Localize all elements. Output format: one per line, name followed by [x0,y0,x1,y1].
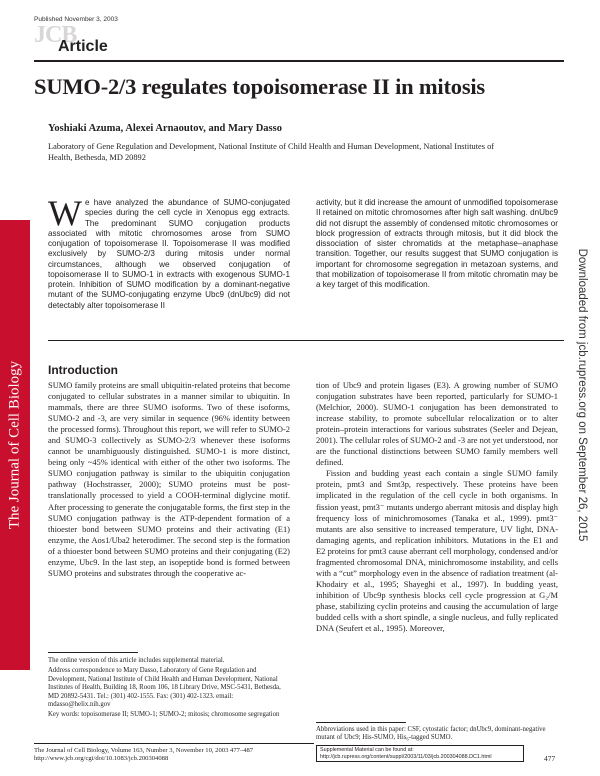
footnote-abbreviations: Abbreviations used in this paper: CSF, cytostatic factor; dnUbc9, dominant-negative mutant of Ubc9; His-SUMO, His₆-tagged SUMO. [316,726,546,742]
intro-paragraph-2: Fission and budding yeast each contain a single SUMO family protein, pmt3 and Smt3p, respectively. These proteins have been implicated in the regulation of the cell cycle in both organisms. In fission yeast, pmt3⁻ mutants undergo aberrant mitosis and display high frequency loss of minichromosomes (Tanaka et al., 1999). pmt3⁻ mutants are also sensitive to increased temperature, UV light, DNA-damaging agents, and replication inhibitors. Mutations in the E1 and E2 proteins for pmt3 cause aberrant cell morphology, condensed and/or fragmented chromosomal DNA, minichromosome instability, and cells with a “cut” morphology even in the absence of radiation treatment (al-Khodairy et al., 1995; Shayeghi et al., 1997). In budding yeast, inhibition of Ubc9p synthesis blocks cell cycle progression at G₂/M phase, stabilizing cyclin proteins and causing the accumulation of large budded cells with a short spindle, a single nucleus, and fully replicated DNA (Seufert et al., 1995). Moreover, [316,468,558,634]
journal-logo: JCB [34,22,77,48]
footer-citation: The Journal of Cell Biology, Volume 163, Number 3, November 10, 2003 477–487 [34,747,254,754]
footnotes-left [48,657,290,722]
footnote-online: The online version of this article includes supplemental material. [48,657,225,664]
page-footer [34,747,253,763]
author-list: Yoshiaki Azuma, Alexei Arnaoutov, and Mary Dasso [48,123,282,134]
download-watermark: Downloaded from jcb.rupress.org on September 26, 2015 [576,248,588,542]
supplemental-link[interactable]: http://jcb.rupress.org/content/suppl/2003/11/03/jcb.200304088.DC1.html [320,753,492,760]
supplemental-label: Supplemental Material can be found at: [320,747,414,753]
footnote-rule-right [316,722,406,723]
affiliation: Laboratory of Gene Regulation and Development, National Institute of Child Health and Human Development, National Institutes of Health, Bethesda, MD 20892 [48,142,495,162]
footnote-keywords: Key words: topoisomerase II; SUMO-1; SUMO-2; mitosis; chromosome segregation [48,711,280,719]
published-date: Published November 3, 2003 [34,16,118,23]
footer-rule [34,743,314,744]
supplemental-material-box[interactable] [316,745,524,762]
abstract-text-right: activity, but it did increase the amount of unmodified topoisomerase II retained on mitotic chromosomes after high salt washing. dnUbc9 did not disrupt the assembly of condensed mitotic chromosomes or block progression of extracts through mitosis, but it did block the dissociation of sister chromatids at the metaphase–anaphase transition. Together, our results suggest that SUMO conjugation is important for chromosome segregation in metazoan systems, and that mobilization of topoisomerase II from mitotic chromatin may be a key target of this modification. [316,198,558,289]
abstract-rule [48,340,564,341]
abstract-dropcap: W [48,193,82,233]
section-heading-introduction: Introduction [48,363,118,377]
body-left-column [48,380,290,579]
article-title: SUMO-2/3 regulates topoisomerase II in mitosis [34,74,485,99]
abstract-right-column [316,198,558,290]
section-label: Article [58,38,108,55]
intro-paragraph-1-cont: tion of Ubc9 and protein ligases (E3). A growing number of SUMO conjugation substrates have been reported, particularly for SUMO-1 (Melchior, 2000). SUMO-1 conjugation has been demonstrated to increase stability, to promote subcellular relocalization or to alter protein–protein interactions for various substrates (Seeler and Dejean, 2001). The cellular roles of SUMO-2 and -3 are not yet understood, nor are the functional distinctions between SUMO family members well defined. [316,380,558,468]
abstract-text-left: e have analyzed the abundance of SUMO-conjugated species during the cell cycle in Xenopus egg extracts. The predominant SUMO conjugation products associated with mitotic chromosomes arose from SUMO conjugation of topoisomerase II. Topoisomerase II was modified exclusively by SUMO-2/3 during mitosis under normal circumstances, although we observed conjugation of topoisomerase II to SUMO-1 in extracts with exogenous SUMO-1 protein. Inhibition of SUMO modification by a dominant-negative mutant of the SUMO-conjugating enzyme Ubc9 (dnUbc9) did not detectably alter topoisomerase II [48,198,290,310]
footer-doi-link[interactable]: http://www.jcb.org/cgi/doi/10.1083/jcb.200304088 [34,755,169,762]
body-right-column [316,380,558,634]
journal-side-title: The Journal of Cell Biology [6,360,23,530]
page-number: 477 [544,754,556,763]
header-rule [34,60,564,62]
footnote-address: Address correspondence to Mary Dasso, Laboratory of Gene Regulation and Development, National Institute of Child Health and Human Development, National Institutes of Health, Building 18, Room 106, 18 Library Drive, MSC-5431, Bethesda, MD 20892-5431. Tel.: (301) 402-1555. Fax: (301) 402-1323. email: mdasso@helix.nih.gov [48,667,281,709]
abstract-left-column [48,193,290,311]
footnotes-right [316,726,558,745]
intro-paragraph-1: SUMO family proteins are small ubiquitin-related proteins that become conjugated to cellular substrates in a manner similar to ubiquitin. In mammals, there are three SUMO isoforms. Two of these isoforms, SUMO-2 and -3, are very similar in sequence (96% identity between the processed forms). Throughout this report, we will refer to SUMO-2 and SUMO-3 collectively as SUMO-2/3 whenever these isoforms cannot be unambiguously distinguished. SUMO-1 is more distinct, being only ~45% identical with either of the other two isoforms. The SUMO conjugation pathway is similar to the ubiquitin conjugation pathway (Hochstrasser, 2000); SUMO proteins must be post-translationally processed to yield a COOH-terminal diglycine motif. After processing to generate the conjugatable forms, the first step in the SUMO conjugation pathway is the ATP-dependent formation of a thioester bond between SUMO proteins and their activating (E1) enzyme, the Aos1/Uba2 heterodimer. The second step is the formation of a thioester bond between SUMO proteins and their conjugating (E2) enzyme, Ubc9. In the last step, an isopeptide bond is formed between SUMO proteins and substrates through the cooperative ac- [48,380,290,578]
footnote-rule-left [48,652,138,653]
